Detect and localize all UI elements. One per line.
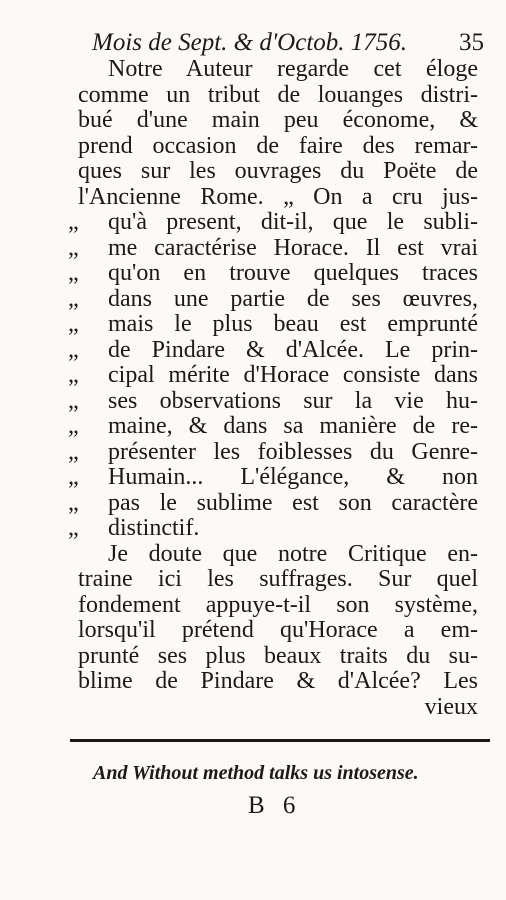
text-line: [70, 644, 478, 670]
text-line: [70, 695, 478, 721]
line-text: comme un tribut de louanges distri-: [78, 81, 478, 108]
text-line: [70, 338, 478, 364]
line-text: maine, & dans sa manière de re-: [108, 413, 478, 439]
line-text: qu'on en trouve quelques traces: [108, 260, 478, 286]
text-line: [70, 669, 478, 695]
line-text: fondement appuye-t-il son système,: [78, 591, 478, 618]
text-line: [70, 287, 478, 313]
text-line: [70, 618, 478, 644]
text-line: [70, 414, 478, 440]
quote-mark: „: [68, 362, 79, 388]
signature-mark: B 6: [248, 792, 302, 819]
quote-mark: „: [68, 285, 79, 312]
line-text: bué d'une main peu économe, &: [78, 107, 478, 133]
horizontal-rule: [70, 739, 490, 742]
line-text: Je doute que notre Critique en-: [108, 540, 478, 567]
line-text: distinctif.: [108, 515, 200, 541]
text-line: [70, 363, 478, 389]
text-line: [70, 236, 478, 262]
line-text: présenter les foiblesses du Genre-: [108, 438, 478, 465]
text-line: [70, 465, 478, 491]
quote-mark: „: [68, 234, 79, 261]
quote-mark: „: [68, 413, 79, 439]
text-line: [70, 491, 478, 517]
text-line: [70, 83, 478, 109]
quote-mark: „: [68, 336, 79, 363]
quote-mark: „: [68, 311, 79, 337]
line-text: mais le plus beau est emprunté: [108, 311, 478, 337]
body-text: [70, 57, 478, 720]
text-line: [70, 516, 478, 542]
line-text: Humain... L'élégance, & non: [108, 464, 478, 490]
line-text: me caractérise Horace. Il est vrai: [108, 234, 478, 261]
text-line: [70, 567, 478, 593]
text-line: [70, 57, 478, 83]
line-text: cipal mérite d'Horace consiste dans: [108, 362, 478, 388]
quote-mark: „: [68, 438, 79, 465]
quote-mark: „: [68, 387, 79, 414]
page-number: 35: [459, 29, 484, 56]
quote-mark: „: [68, 489, 79, 516]
line-text: ses observations sur la vie hu-: [108, 387, 478, 414]
handwritten-note: And Without method talks us intosense.: [93, 762, 419, 784]
line-text: blime de Pindare & d'Alcée? Les: [78, 668, 478, 694]
line-text: pas le sublime est son caractère: [108, 489, 478, 516]
line-text: l'Ancienne Rome. „ On a cru jus-: [78, 183, 478, 210]
text-line: [70, 261, 478, 287]
text-line: [70, 210, 478, 236]
line-text: de Pindare & d'Alcée. Le prin-: [108, 336, 478, 363]
text-line: [70, 134, 478, 160]
line-text: vieux: [424, 693, 478, 720]
line-text: dans une partie de ses œuvres,: [108, 285, 478, 312]
text-line: [70, 108, 478, 134]
text-line: [70, 389, 478, 415]
text-line: [70, 185, 478, 211]
line-text: ques sur les ouvrages du Poëte de: [78, 158, 478, 184]
quote-mark: „: [68, 260, 79, 286]
quote-mark: „: [68, 209, 79, 235]
line-text: Notre Auteur regarde cet éloge: [108, 56, 478, 82]
text-line: [70, 593, 478, 619]
line-text: qu'à present, dit-il, que le subli-: [108, 209, 478, 235]
text-line: [70, 159, 478, 185]
text-line: [70, 542, 478, 568]
running-head: [92, 29, 490, 59]
text-line: [70, 312, 478, 338]
line-text: traine ici les suffrages. Sur quel: [78, 566, 478, 592]
line-text: lorsqu'il prétend qu'Horace a em-: [78, 617, 478, 643]
line-text: prunté ses plus beaux traits du su-: [78, 642, 478, 669]
running-title: Mois de Sept. & d'Octob. 1756.: [92, 29, 408, 56]
quote-mark: „: [68, 515, 79, 541]
quote-mark: „: [68, 464, 79, 490]
line-text: prend occasion de faire des remar-: [78, 132, 478, 159]
text-line: [70, 440, 478, 466]
